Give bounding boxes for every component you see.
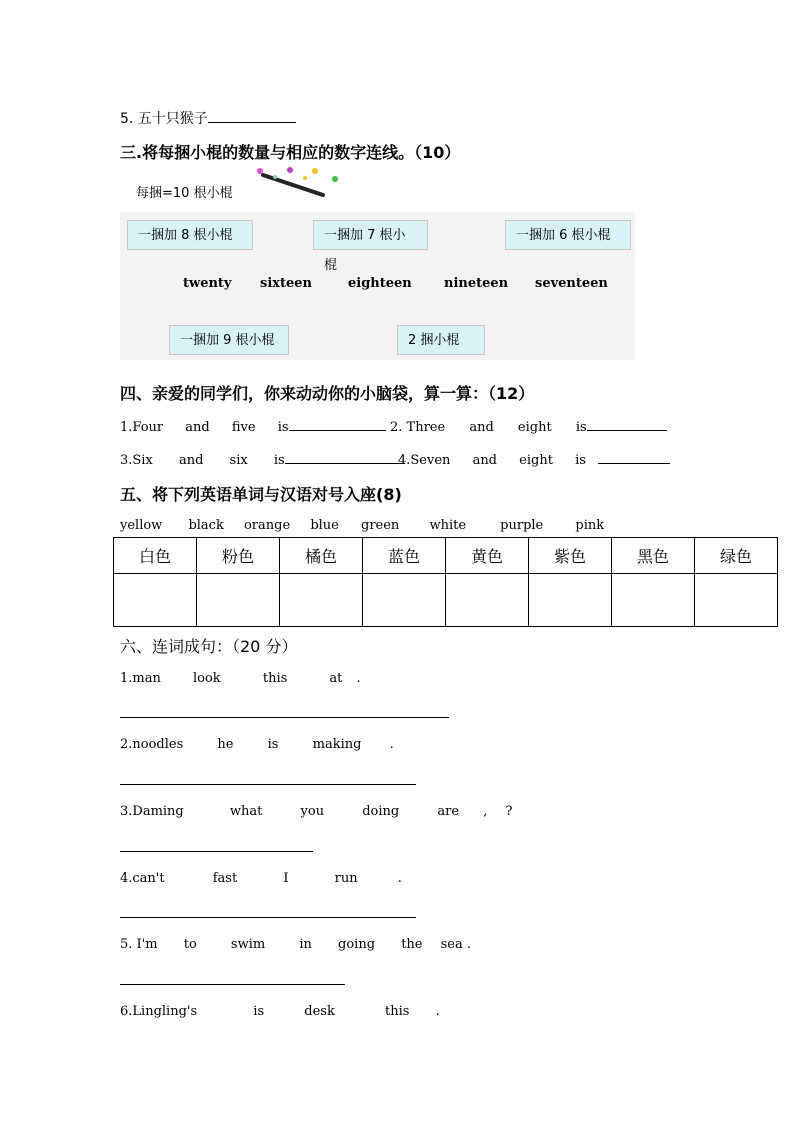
- word: are: [437, 804, 460, 819]
- word: this: [262, 671, 288, 686]
- chip-2-bundles[interactable]: 2 捆小棍: [397, 325, 485, 355]
- word-sixteen[interactable]: sixteen: [260, 276, 313, 291]
- word: going: [338, 937, 376, 952]
- word: is: [267, 737, 279, 752]
- q1-word: and: [185, 420, 210, 435]
- table-header-cell: 黄色: [446, 538, 529, 574]
- q3-word: 3.Six: [120, 453, 153, 468]
- word: .: [356, 671, 361, 686]
- table-header-cell: 粉色: [197, 538, 280, 574]
- answer-cell[interactable]: [114, 574, 197, 627]
- word: run: [334, 871, 358, 886]
- color-matching-table: [113, 537, 778, 627]
- q2-word: is: [575, 420, 587, 435]
- word: desk: [304, 1004, 335, 1019]
- section-6-title: 六、连词成句：（20 分）: [120, 637, 298, 656]
- word: sea .: [440, 937, 472, 952]
- word-eighteen[interactable]: eighteen: [348, 276, 412, 291]
- q4-word: and: [472, 453, 498, 468]
- q2-word: eight: [517, 420, 552, 435]
- magic-wand-icon: [245, 165, 355, 200]
- word: you: [300, 804, 325, 819]
- section-5-title: 五、将下列英语单词与汉语对号入座(8): [120, 485, 402, 504]
- english-word-list: [120, 518, 604, 533]
- item-5: [120, 108, 296, 128]
- color-word: green: [361, 518, 400, 533]
- word: making: [312, 737, 362, 752]
- color-word: black: [188, 518, 224, 533]
- table-header-cell: 黑色: [612, 538, 695, 574]
- sentence-2: [120, 737, 394, 752]
- word: he: [217, 737, 234, 752]
- color-word: white: [429, 518, 467, 533]
- sentence-6: [120, 1004, 440, 1019]
- answer-blank[interactable]: [598, 451, 670, 464]
- word: I: [283, 871, 289, 886]
- answer-line[interactable]: [120, 851, 313, 852]
- section-4-title: 四、亲爱的同学们，你来动动你的小脑袋，算一算：（12）: [120, 384, 535, 403]
- table-header-cell: 绿色: [695, 538, 778, 574]
- word-nineteen[interactable]: nineteen: [444, 276, 509, 291]
- sentence-5: [120, 937, 471, 952]
- table-header-cell: 白色: [114, 538, 197, 574]
- q4-word: is: [575, 453, 586, 468]
- word: 6.Lingling's: [120, 1004, 198, 1019]
- q4-word: 4.Seven: [398, 453, 451, 468]
- word: doing: [362, 804, 400, 819]
- answer-cell[interactable]: [612, 574, 695, 627]
- word: at: [329, 671, 343, 686]
- answer-line[interactable]: [120, 917, 416, 918]
- word: 4.can't: [120, 871, 165, 886]
- color-word: purple: [500, 518, 544, 533]
- q1-word: five: [231, 420, 256, 435]
- question-4: [398, 451, 670, 468]
- answer-line[interactable]: [120, 717, 449, 718]
- answer-cell[interactable]: [446, 574, 529, 627]
- section-3-note: 每捆=10 根小棍: [136, 186, 233, 201]
- question-1: [120, 418, 386, 435]
- sentence-4: [120, 871, 402, 886]
- word: look: [193, 671, 221, 686]
- color-word: yellow: [120, 518, 163, 533]
- word: swim: [230, 937, 266, 952]
- word: is: [253, 1004, 265, 1019]
- q4-word: eight: [519, 453, 553, 468]
- table-header-cell: 蓝色: [363, 538, 446, 574]
- word-seventeen[interactable]: seventeen: [535, 276, 608, 291]
- answer-cell[interactable]: [197, 574, 280, 627]
- table-header-cell: 橘色: [280, 538, 363, 574]
- word: .: [397, 871, 402, 886]
- answer-cell[interactable]: [529, 574, 612, 627]
- answer-cell[interactable]: [695, 574, 778, 627]
- answer-line[interactable]: [120, 984, 345, 985]
- sentence-1: [120, 671, 361, 686]
- word: 1.man: [120, 671, 161, 686]
- chip-8[interactable]: 一捆加 8 根小棍: [127, 220, 253, 250]
- q2-word: 2. Three: [390, 420, 446, 435]
- chip-9[interactable]: 一捆加 9 根小棍: [169, 325, 289, 355]
- q3-word: is: [273, 453, 285, 468]
- q1-word: is: [277, 420, 289, 435]
- answer-cell[interactable]: [363, 574, 446, 627]
- word: in: [299, 937, 312, 952]
- q3-word: and: [178, 453, 204, 468]
- word: to: [183, 937, 197, 952]
- q3-word: six: [229, 453, 248, 468]
- word: fast: [212, 871, 238, 886]
- word: ,: [483, 804, 488, 819]
- item-5-text: 5. 五十只猴子: [120, 111, 208, 127]
- answer-line[interactable]: [120, 784, 416, 785]
- word: 2.noodles: [120, 737, 184, 752]
- q1-word: 1.Four: [120, 420, 164, 435]
- word: .: [435, 1004, 440, 1019]
- section-3-title: 三.将每捆小棍的数量与相应的数字连线。（10）: [120, 143, 461, 162]
- table-header-cell: 紫色: [529, 538, 612, 574]
- word: ?: [505, 804, 513, 819]
- answer-blank[interactable]: [289, 418, 386, 431]
- answer-blank[interactable]: [587, 418, 667, 431]
- answer-blank[interactable]: [208, 110, 296, 123]
- word: this: [385, 1004, 410, 1019]
- question-2: [390, 418, 667, 435]
- color-word: blue: [310, 518, 339, 533]
- answer-blank[interactable]: [285, 451, 405, 464]
- color-word: orange: [243, 518, 291, 533]
- chip-6[interactable]: 一捆加 6 根小棍: [505, 220, 631, 250]
- word: 5. I'm: [120, 937, 158, 952]
- word: the: [401, 937, 423, 952]
- chip-7[interactable]: 一捆加 7 根小棍: [313, 220, 428, 250]
- q2-word: and: [469, 420, 494, 435]
- sentence-3: [120, 804, 512, 819]
- word-twenty[interactable]: twenty: [183, 276, 232, 291]
- answer-cell[interactable]: [280, 574, 363, 627]
- word: 3.Daming: [120, 804, 184, 819]
- word: what: [229, 804, 263, 819]
- word: .: [389, 737, 394, 752]
- color-word: pink: [575, 518, 605, 533]
- question-3: [120, 451, 405, 468]
